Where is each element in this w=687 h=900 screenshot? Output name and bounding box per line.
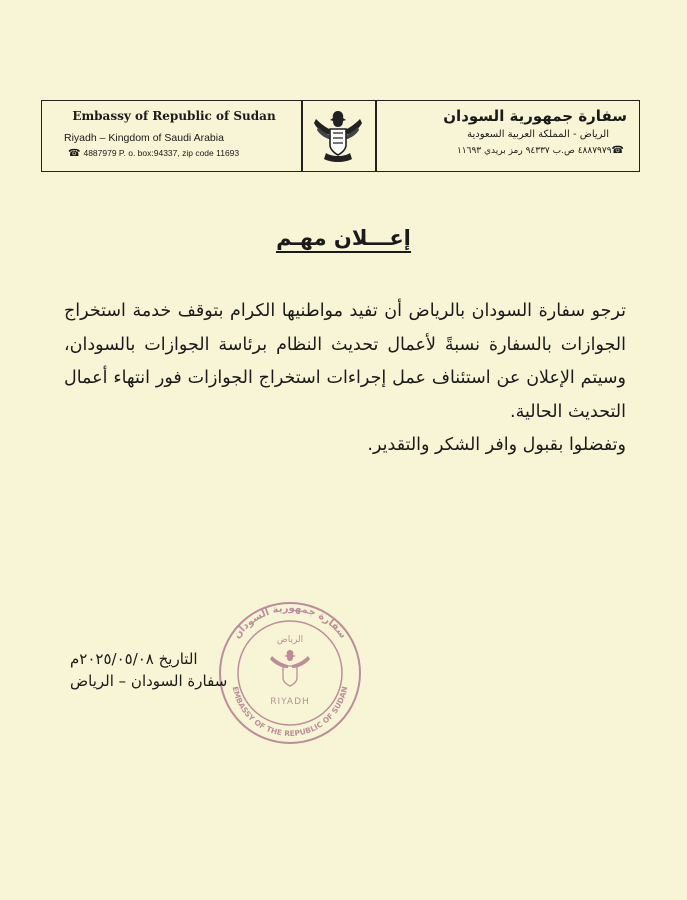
contact-english-text: 4887979 P. o. box:94337, zip code 11693 (83, 148, 240, 158)
announcement-heading (0, 226, 687, 250)
embassy-city-english: Riyadh – Kingdom of Saudi Arabia (64, 132, 224, 144)
document-date: التاريخ ٢٠٢٥/٠٥/٠٨م (70, 650, 198, 668)
announcement-body (64, 295, 626, 463)
embassy-name-arabic: سفارة جمهورية السودان (443, 107, 627, 125)
embassy-contact-arabic (407, 145, 627, 156)
stamp-outer-text-english: EMBASSY OF THE REPUBLIC OF SUDAN (230, 685, 350, 739)
embassy-stamp (210, 598, 370, 748)
stamp-inner-top: الرياض (276, 635, 304, 645)
announcement-paragraph: ترجو سفارة السودان بالرياض أن تفيد مواطنيها الكرام بتوقف خدمة استخراج الجوازات بالسفارة نسبةً لأعمال تحديث النظام برئاسة الجوازات بالسودان، وسيتم الإعلان عن استئناف عمل إجراءات استخراج الجوازات فور انتهاء أعمال التحديث الحالية. (64, 301, 626, 422)
letterhead-arabic (407, 107, 627, 156)
closing-line: وتفضلوا بقبول وافر الشكر والتقدير. (367, 435, 626, 455)
phone-icon: ☎ (68, 148, 81, 159)
letterhead (41, 100, 640, 172)
embassy-city-arabic: الرياض - المملكة العربية السعودية (467, 129, 609, 140)
sudan-emblem-icon (308, 105, 368, 167)
letterhead-english (54, 109, 294, 159)
stamp-inner-bottom: RIYADH (270, 697, 310, 707)
embassy-contact-english (54, 148, 294, 159)
stamp-outer-text: سفارة جمهورية السودان (231, 602, 349, 641)
contact-arabic-text: ٤٨٨٧٩٧٩ ص.ب ٩٤٣٣٧ رمز بريدي ١١٦٩٣ (456, 146, 612, 156)
letterhead-divider-right (375, 101, 377, 171)
embassy-name-english: Embassy of Republic of Sudan (72, 109, 276, 123)
announcement-heading-text: إعـــلان مهـم (276, 226, 411, 253)
letterhead-divider-left (301, 101, 303, 171)
signatory: سفارة السودان – الرياض (70, 672, 228, 690)
phone-icon: ☎ (611, 145, 624, 156)
